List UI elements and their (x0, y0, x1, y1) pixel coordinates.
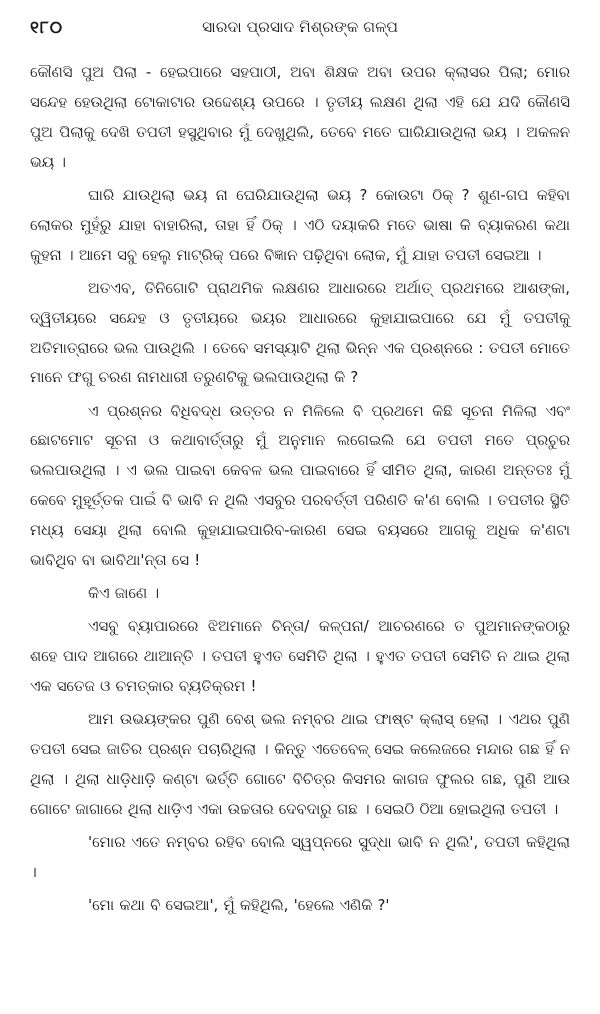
paragraph-7: ଆମ ଉଭୟଙ୍କର ପୁଣି ବେଶ୍ ଭଲ ନମ୍ବର ଥାଇ ଫାଷ୍ଟ କ୍ଲାସ୍ ହେଲା । ଏଥର ପୁଣି ତପତୀ ସେଇ ଜାତିର ପ୍ରଶ୍ନ ପଚାରିଥିଲା । କିନ୍ତୁ ଏତେବେଳ୍ ସେଇ କଲେଜରେ ମନ୍ଦାର ଗଛ ହିଁ ନ ଥିଲା । ଥିଲା ଧାଡ଼ିଧାଡ଼ି କଣ୍ଟା ଭର୍ତ୍ତି ଗୋଟେ ବିଚିତ୍ର କିସମର କାଗଜ ଫୁଲର ଗଛ, ପୁଣି ଆଉ ଗୋଟେ ଜାଗାରେ ଥିଲା ଧାଡ଼ିଏ ଏକା ଉଚ୍ଚତାର ଦେବଦାରୁ ଗଛ । ସେଇଠି ଠିଆ ହୋଇଥିଲା ତପତୀ । (30, 710, 570, 818)
paragraph-6: ଏସବୁ ବ୍ୟାପାରରେ ଝିଅମାନେ ଚିନ୍ତା/ କଳ୍ପନା/ ଆଚରଣରେ ତ ପୁଅମାନଙ୍କଠାରୁ ଶହେ ପାଦ ଆଗରେ ଥାଆନ୍ତି । ତପତୀ ହୁଏତ ସେମିତି ଥିଲା । ହୁଏତ ତପତୀ ସେମିତି ନ ଥାଇ ଥିଲା ଏକ ସତେଜ ଓ ଚମତ୍କାର ବ୍ୟତିକ୍ରମ ! (30, 617, 570, 696)
running-head (30, 14, 570, 44)
paragraph-5: କିଏ ଜାଣେ । (88, 584, 160, 603)
paragraph-8: 'ମୋର ଏତେ ନମ୍ବର ରହିବ ବୋଲି ସ୍ୱପ୍ନରେ ସୁଦ୍ଧା ଭାବି ନ ଥିଲି', ତପତୀ କହିଥିଲା । (30, 832, 570, 881)
paragraph-2: ଘାରି ଯାଉଥିଲା ଭୟ ନା ଘେରିଯାଉଥିଲା ଭୟ ? କୋଉଟା ଠିକ୍ ? ଶୁଣ-ଗପ କହିବା ଲୋକର ମୁହଁରୁ ଯାହା ବାହାରିଲା, ତାହା ହିଁ ଠିକ୍ । ଏଠି ଦୟାକରି ମତେ ଭାଷା କି ବ୍ୟାକରଣ କଥା କୁହନା । ଆମେ ସବୁ ହେଲୁ ମାଟ୍ରିକ୍ ପରେ ବିଜ୍ଞାନ ପଢ଼ିଥିବା ଲୋକ, ମୁଁ ଯାହା ତପତୀ ସେଇଆ । (30, 185, 570, 264)
paragraph-9: 'ମୋ କଥା ବି ସେଇଆ', ମୁଁ କହିଥିଲି, 'ହେଲେ ଏଣିକି ?' (88, 895, 390, 914)
paragraph-3: ଅତଏବ, ତିନିଗୋଟି ପ୍ରାଥମିକ ଲକ୍ଷଣର ଆଧାରରେ ଅର୍ଥାତ୍ ପ୍ରଥମରେ ଆଶଙ୍କା, ଦ୍ୱିତୀୟରେ ସନ୍ଦେହ ଓ ତୃତୀୟରେ ଭୟର ଆଧାରରେ କୁହାଯାଇପାରେ ଯେ ମୁଁ ତପତୀକୁ ଅତିମାତ୍ରାରେ ଭଲ ପାଉଥିଲି । ତେବେ ସମସ୍ୟାଟି ଥିଲା ଭିନ୍ନ ଏକ ପ୍ରଶ୍ନରେ : ତପତୀ ମୋତେ ମାନେ ଫଗୁ ଚରଣ ନାମଧାରୀ ତରୁଣଟିକୁ ଭଲପାଉଥିଲା କି ? (30, 278, 570, 387)
running-title: ସାରଦା ପ୍ରସାଦ ମିଶ୍ରଙ୍କ ଗଳ୍ପ (202, 18, 398, 36)
paragraph-1: କୌଣସି ପୁଅ ପିଲା - ହେଇପାରେ ସହପାଠୀ, ଅବା ଶିକ୍ଷକ ଅବା ଉପର କ୍ଲାସର ପିଲା; ମୋର ସନ୍ଦେହ ହେଉଥିଲା ଟୋକାଟାର ଉଦ୍ଦେଶ୍ୟ ଉପରେ । ତୃତୀୟ ଲକ୍ଷଣ ଥିଲା ଏହି ଯେ ଯଦି କୌଣସି ପୁଅ ପିଲାକୁ ଦେଖି ତପତୀ ହସୁଥିବାର ମୁଁ ଦେଖୁଥିଲି, ତେବେ ମତେ ଘାରିଯାଉଥିଲା ଭୟ । ଅକଳନ ଭୟ । (30, 63, 570, 171)
paragraph-4: ଏ ପ୍ରଶ୍ନର ବିଧିବଦ୍ଧ ଉତ୍ତର ନ ମିଳିଲେ ବି ପ୍ରଥମେ କିଛି ସୂଚନା ମିଳିଲା ଏବଂ ଛୋଟମୋଟ ସୂଚନା ଓ କଥାବାର୍ତ୍ତାରୁ ମୁଁ ଅନୁମାନ ଲଗେଇଲି ଯେ ତପତୀ ମତେ ପ୍ରଚୁର ଭଲପାଉଥିଲା । ଏ ଭଲ ପାଇବା କେବଳ ଭଲ ପାଇବାରେ ହିଁ ସୀମିତ ଥିଲା, କାରଣ ଅନ୍ତତଃ ମୁଁ କେବେ ମୁହୂର୍ତ୍ତକ ପାଇଁ ବି ଭାବି ନ ଥିଲି ଏସବୁର ପରବର୍ତ୍ତୀ ପରିଣତି କ'ଣ ବୋଲି । ତପତୀର ସ୍ଥିତି ମଧ୍ୟ ସେୟା ଥିଲା ବୋଲି କୁହାଯାଇପାରିବ-କାରଣ ସେଇ ବୟସରେ ଆଗକୁ ଅଧିକ କ'ଣଟା ଭାବିଥିବ ବା ଭାବିଥା'ନ୍ତା ସେ ! (30, 401, 570, 570)
page-number: ୧୮୦ (30, 18, 64, 38)
body-text (30, 58, 570, 921)
